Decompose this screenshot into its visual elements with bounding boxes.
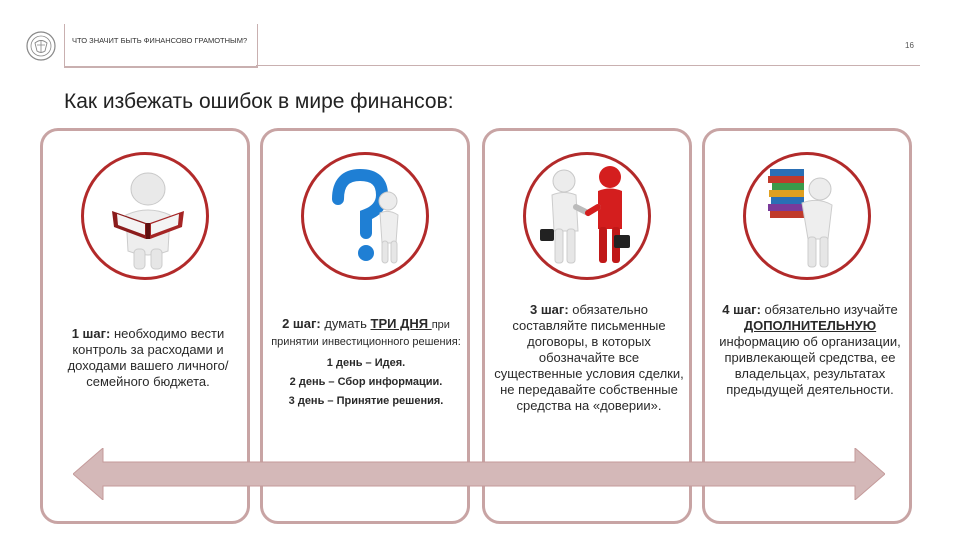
step-1-label: 1 шаг: (71, 326, 111, 341)
step-4-image-frame (743, 152, 871, 280)
step-1-text (54, 326, 242, 390)
header-frame (64, 24, 258, 68)
slide-title: Как избежать ошибок в мире финансов: (64, 90, 454, 113)
step-1-description: необходимо вести контроль за расходами и доходами вашего личного/семейного бюджета. (67, 326, 229, 389)
step-2-image-frame (301, 152, 429, 280)
step-4-text-before: обязательно изучайте (760, 302, 898, 317)
step-2-text (268, 316, 464, 409)
header-title: ЧТО ЗНАЧИТ БЫТЬ ФИНАНСОВО ГРАМОТНЫМ? (72, 36, 248, 45)
step-3-description: обязательно составляйте письменные договоры, в которых обозначайте все существенные условия сделки, не передавайте собственные средства на «доверии». (494, 302, 684, 413)
step-3-image-frame (523, 152, 651, 280)
person-carrying-books-icon (746, 155, 868, 277)
step-4-label: 4 шаг: (722, 302, 761, 317)
step-4-emphasis: ДОПОЛНИТЕЛЬНУЮ (743, 318, 877, 333)
step-2-label: 2 шаг: (282, 316, 321, 331)
step-2-day-2: 2 день – Сбор информации. (289, 376, 443, 388)
handshake-icon (526, 155, 648, 277)
step-2-emphasis: ТРИ ДНЯ (370, 316, 432, 331)
step-2-text-before: думать (320, 316, 371, 331)
double-arrow-icon (73, 448, 885, 500)
question-mark-person-icon (304, 155, 426, 277)
step-4-text (710, 302, 910, 398)
step-1-image-frame (81, 152, 209, 280)
step-2-day-1: 1 день – Идея. (326, 357, 406, 369)
step-2-day-3: 3 день – Принятие решения. (288, 395, 444, 407)
step-4-text-after: информацию об организации, привлекающей средства, ее владельцах, результатах предыдущей деятельности. (719, 334, 901, 397)
person-reading-book-icon (84, 155, 206, 277)
step-3-label: 3 шаг: (530, 302, 569, 317)
step-2-text-after: при принятии инвестиционного решения: (271, 319, 461, 348)
step-3-text (494, 302, 684, 414)
page-number: 16 (905, 41, 914, 50)
header-divider (256, 65, 920, 66)
bank-seal-icon (25, 30, 57, 62)
